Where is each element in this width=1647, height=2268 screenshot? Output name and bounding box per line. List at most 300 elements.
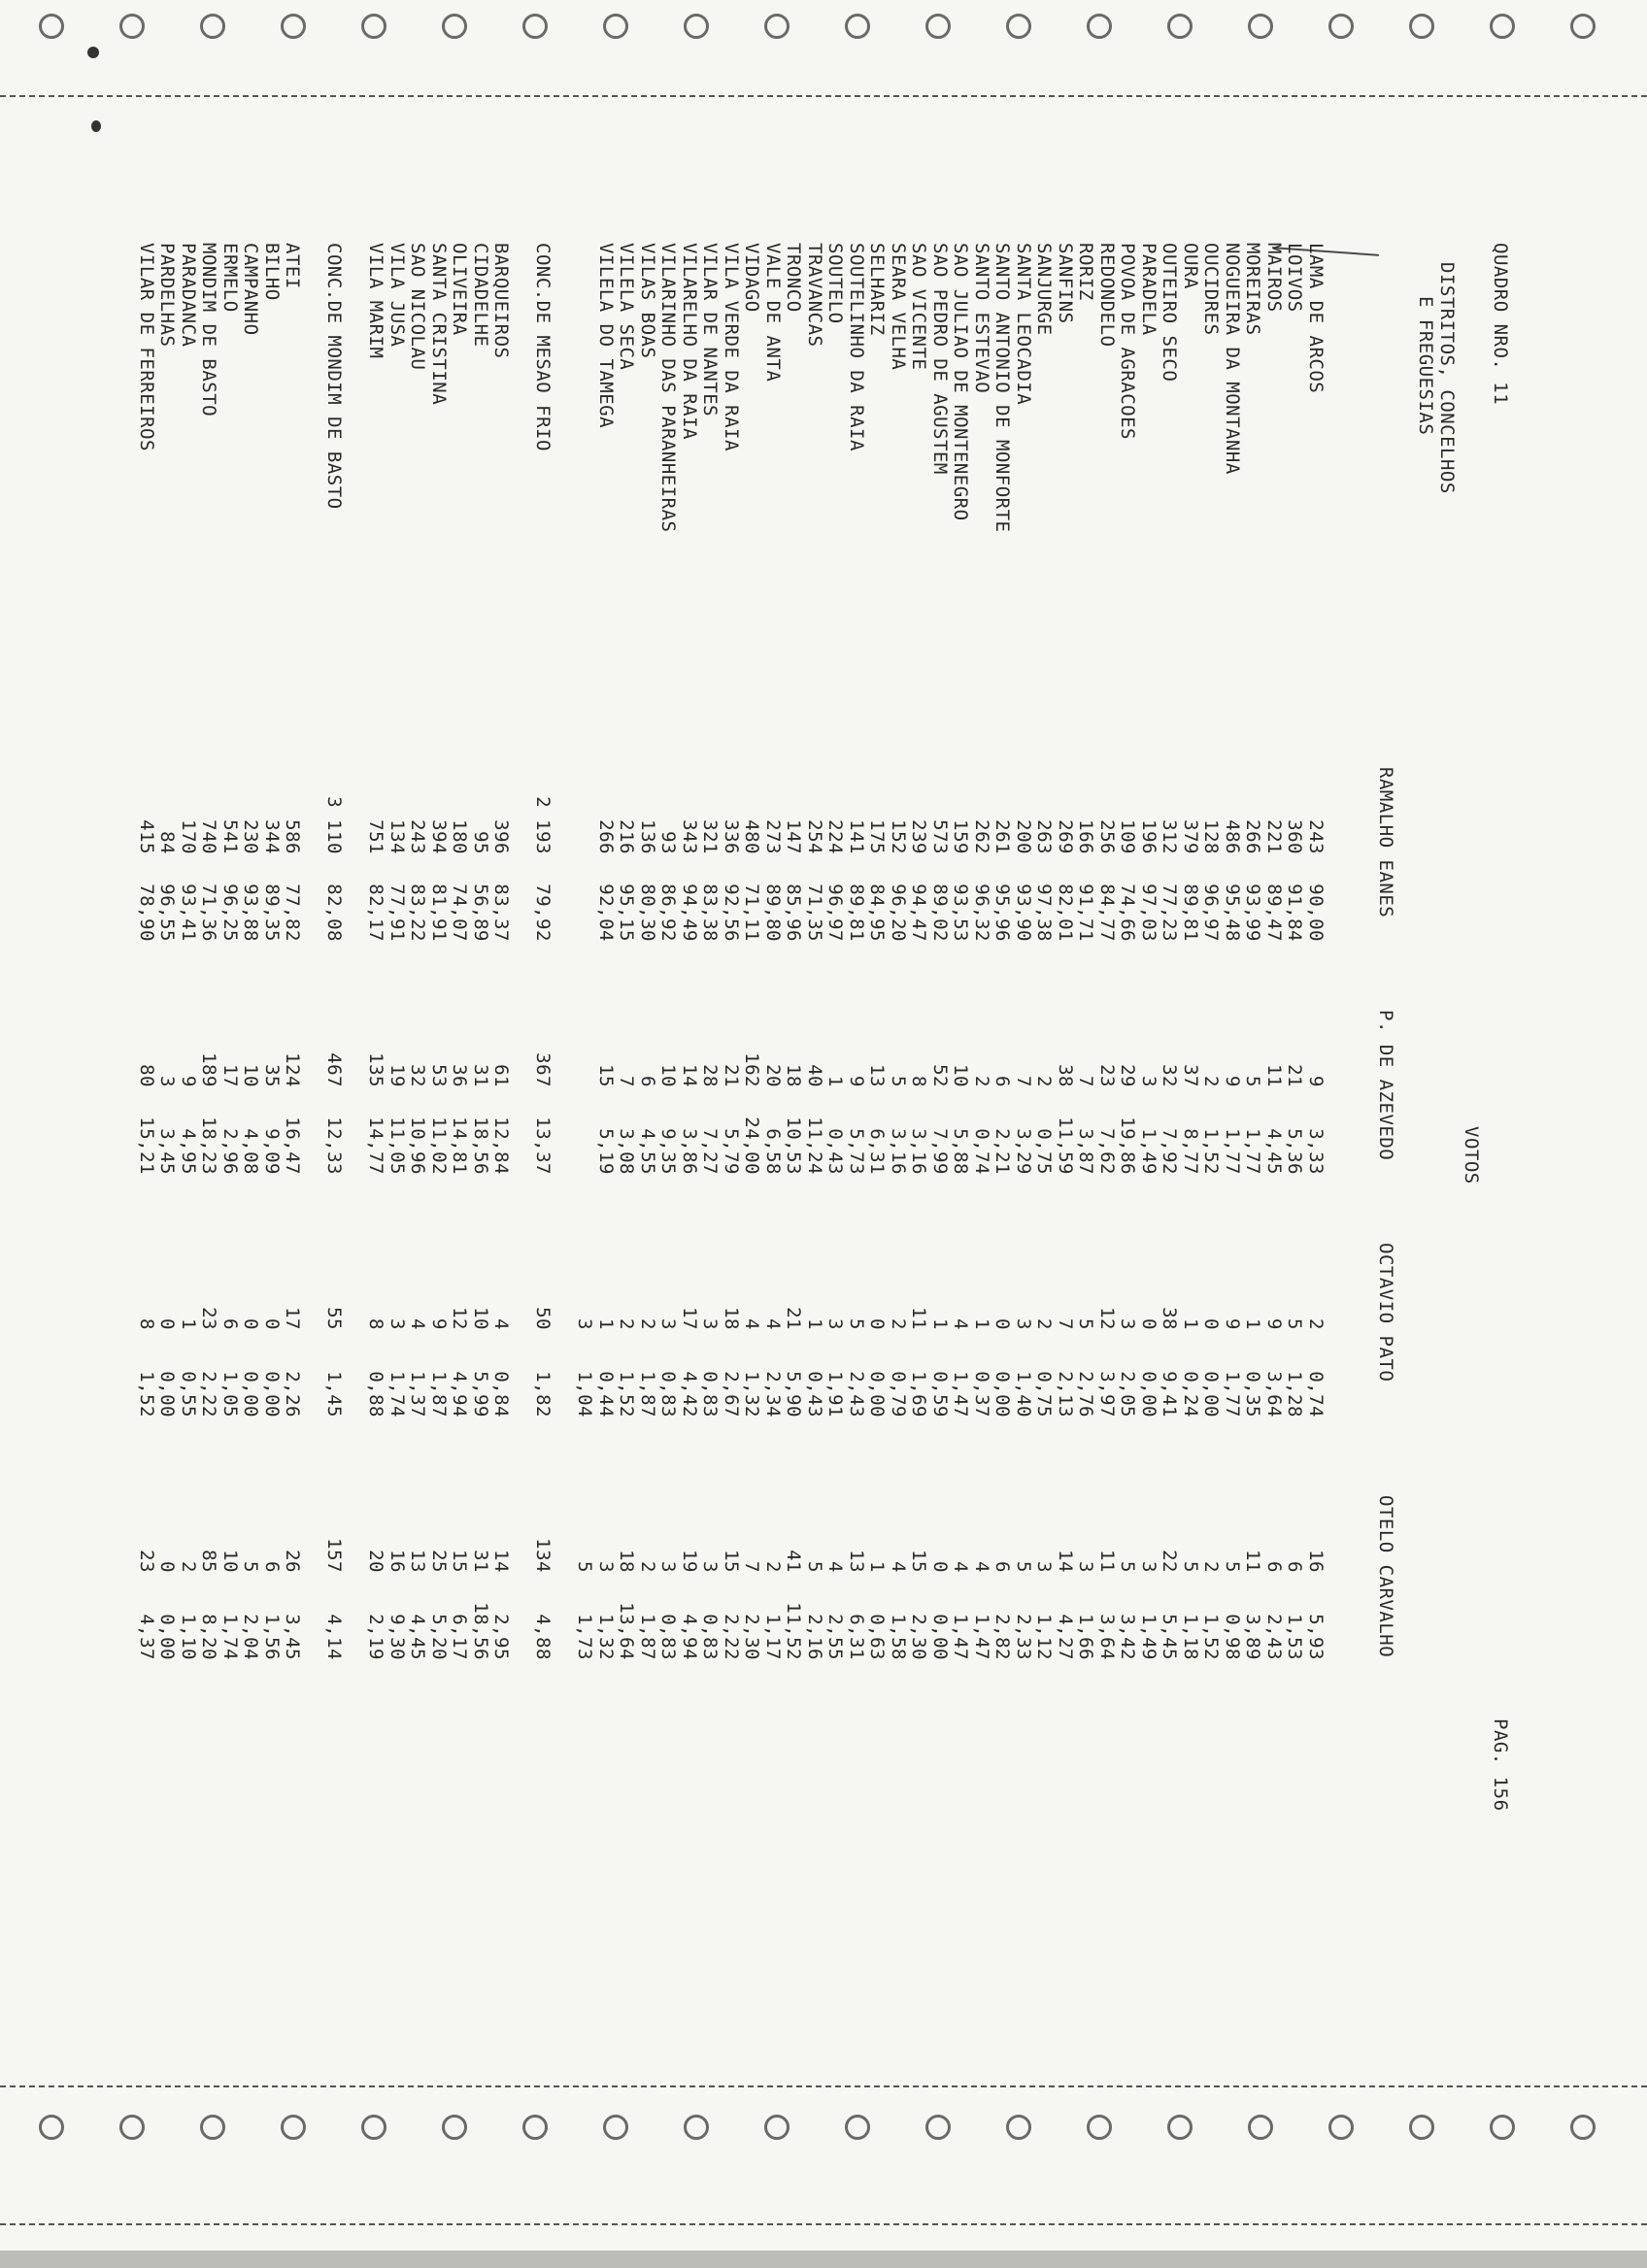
pct-2: 11,59 xyxy=(1055,1117,1076,1175)
pct-1: 83,38 xyxy=(699,884,722,942)
pct-1: 96,20 xyxy=(888,884,909,942)
table-row xyxy=(1200,243,1222,1971)
votes-1: 486 xyxy=(1222,819,1243,854)
pct-3: 1,28 xyxy=(1284,1371,1306,1418)
pct-1: 82,01 xyxy=(1055,884,1076,942)
tractor-hole xyxy=(39,2115,64,2140)
votes-3: 8 xyxy=(365,1318,387,1330)
votes-4: 6 xyxy=(1263,1561,1285,1573)
pct-2: 6,31 xyxy=(866,1128,889,1175)
pct-3: 0,00 xyxy=(240,1371,262,1418)
votes-2: 162 xyxy=(741,1052,763,1087)
pct-4: 1,17 xyxy=(762,1614,784,1660)
table-row xyxy=(971,243,992,1971)
scan-edge xyxy=(0,2251,1647,2268)
parish-name: VILA VERDE DA RAIA xyxy=(721,243,742,451)
pct-4: 3,64 xyxy=(1096,1614,1118,1660)
pct-4: 6,31 xyxy=(846,1614,867,1660)
pct-4: 2,33 xyxy=(1013,1614,1034,1660)
votes-3: 2 xyxy=(888,1318,909,1330)
votes-1: 196 xyxy=(1138,819,1160,854)
pct-2: 3,29 xyxy=(1013,1128,1034,1175)
votes-2: 7 xyxy=(1075,1076,1097,1087)
votes-4: 2 xyxy=(1200,1561,1223,1573)
votes-2: 7 xyxy=(1013,1076,1034,1087)
parish-name: SAO NICOLAU xyxy=(407,243,429,371)
table-row xyxy=(261,243,283,1971)
tractor-hole xyxy=(764,14,790,39)
pct-3: 0,84 xyxy=(490,1371,513,1418)
pct-4: 1,18 xyxy=(1180,1614,1201,1660)
pct-3: 1,32 xyxy=(741,1371,763,1418)
parish-name: OURA xyxy=(1180,243,1201,289)
pct-3: 4,42 xyxy=(679,1371,700,1418)
votes-2: 15 xyxy=(595,1064,617,1087)
votes-1: 134 xyxy=(387,819,408,854)
table-row xyxy=(532,243,554,1971)
votes-2: 61 xyxy=(490,1064,513,1087)
votes-4: 5 xyxy=(804,1561,825,1573)
pct-2: 12,84 xyxy=(490,1117,513,1175)
pct-2: 13,37 xyxy=(532,1117,555,1175)
pct-3: 0,59 xyxy=(929,1371,951,1418)
pct-3: 0,55 xyxy=(178,1371,199,1418)
votes-4: 6 xyxy=(1284,1561,1306,1573)
votes-1: 262 xyxy=(971,819,992,854)
pct-3: 1,04 xyxy=(574,1371,596,1418)
pct-4: 3,42 xyxy=(1117,1614,1139,1660)
votes-2: 13 xyxy=(866,1064,889,1087)
votes-1: 141 xyxy=(846,819,867,854)
votes-1: 159 xyxy=(950,819,972,854)
parish-name: SANTO ANTONIO DE MONFORTE xyxy=(992,243,1014,533)
tractor-hole xyxy=(1087,2115,1112,2140)
pct-4: 0,98 xyxy=(1222,1614,1243,1660)
votes-1: 243 xyxy=(407,819,429,854)
votes-2: 2 xyxy=(1033,1076,1056,1087)
parish-name: MAIROS xyxy=(1263,243,1285,313)
table-row xyxy=(449,243,470,1971)
pct-4: 4,88 xyxy=(532,1614,555,1660)
votes-3: 4 xyxy=(490,1318,513,1330)
votes-1: 128 xyxy=(1200,819,1223,854)
pct-2: 4,95 xyxy=(178,1128,199,1175)
votes-1: 480 xyxy=(741,819,763,854)
parish-name: SANTO ESTEVAO xyxy=(971,243,992,394)
pct-2: 3,87 xyxy=(1075,1128,1097,1175)
pct-4: 11,52 xyxy=(783,1602,805,1660)
table-row xyxy=(824,243,846,1971)
pct-1: 84,95 xyxy=(866,884,889,942)
section-spacer xyxy=(554,243,575,1971)
pct-4: 1,52 xyxy=(1200,1614,1223,1660)
votes-1: 170 xyxy=(178,819,199,854)
votes-4: 0 xyxy=(929,1561,951,1573)
table-row xyxy=(908,243,929,1971)
table-row xyxy=(804,243,825,1971)
tractor-hole xyxy=(281,14,306,39)
pct-1: 77,23 xyxy=(1159,884,1181,942)
parish-name: VILELA SECA xyxy=(616,243,638,371)
pct-1: 82,17 xyxy=(365,884,387,942)
pct-3: 0,00 xyxy=(156,1371,179,1418)
table-header xyxy=(1316,243,1510,1971)
votes-3: 1 xyxy=(178,1318,199,1330)
pct-1: 80,30 xyxy=(637,884,658,942)
table-row xyxy=(950,243,971,1971)
tractor-hole xyxy=(764,2115,790,2140)
votes-2: 367 xyxy=(532,1052,555,1087)
parish-name: TRAVANCAS xyxy=(804,243,825,348)
votes-3: 10 xyxy=(470,1307,491,1330)
parish-name: VILAR DE NANTES xyxy=(699,243,722,417)
votes-2: 21 xyxy=(721,1064,742,1087)
votes-1: 243 xyxy=(1305,819,1327,854)
pct-2: 0,75 xyxy=(1033,1128,1056,1175)
parish-name: SEARA VELHA xyxy=(888,243,909,371)
votes-4: 25 xyxy=(428,1550,450,1573)
pct-4: 1,12 xyxy=(1033,1614,1056,1660)
pct-3: 2,43 xyxy=(846,1371,867,1418)
votes-3: 23 xyxy=(198,1307,220,1330)
pct-2: 10,96 xyxy=(407,1117,429,1175)
votes-4: 4 xyxy=(888,1561,909,1573)
tractor-hole xyxy=(1570,2115,1596,2140)
pct-3: 0,75 xyxy=(1033,1371,1056,1418)
pct-4: 2,22 xyxy=(721,1614,742,1660)
parish-name: SANTA CRISTINA xyxy=(428,243,450,406)
parish-name: VILA JUSA xyxy=(387,243,408,348)
votes-1: 586 xyxy=(282,819,304,854)
votes-2: 8 xyxy=(908,1076,930,1087)
column-heading-line1: DISTRITOS, CONCELHOS xyxy=(1436,262,1458,494)
pct-3: 2,13 xyxy=(1055,1371,1076,1418)
table-row xyxy=(490,243,512,1971)
pct-1: 90,00 xyxy=(1305,884,1327,942)
pct-3: 1,52 xyxy=(616,1371,638,1418)
votes-1: 200 xyxy=(1013,819,1034,854)
votes-4: 7 xyxy=(741,1561,763,1573)
votes-2: 21 xyxy=(1284,1064,1306,1087)
votes-4: 19 xyxy=(679,1550,700,1573)
votes-3: 0 xyxy=(240,1318,262,1330)
votes-3: 1 xyxy=(971,1318,992,1330)
table-row xyxy=(699,243,721,1971)
pct-2: 18,56 xyxy=(470,1117,491,1175)
votes-4: 4 xyxy=(971,1561,992,1573)
votes-4: 13 xyxy=(846,1550,867,1573)
pct-3: 1,77 xyxy=(1222,1371,1243,1418)
parish-name: VILARINHO DAS PARANHEIRAS xyxy=(657,243,680,533)
pct-2: 5,79 xyxy=(721,1128,742,1175)
votes-4: 5 xyxy=(1222,1561,1243,1573)
pct-1: 96,97 xyxy=(824,884,847,942)
pct-1: 77,82 xyxy=(282,884,304,942)
table-row xyxy=(616,243,637,1971)
parish-name: VILA MARIM xyxy=(365,243,387,359)
votes-2: 37 xyxy=(1180,1064,1201,1087)
pct-3: 0,74 xyxy=(1305,1371,1327,1418)
pct-4: 4,94 xyxy=(679,1614,700,1660)
votes-1: 166 xyxy=(1075,819,1097,854)
tractor-hole xyxy=(1248,2115,1273,2140)
votes-3: 18 xyxy=(721,1307,742,1330)
pct-2: 5,36 xyxy=(1284,1128,1306,1175)
parish-name: LAMA DE ARCOS xyxy=(1305,243,1327,394)
tractor-hole xyxy=(603,2115,628,2140)
table-row xyxy=(1055,243,1076,1971)
votes-2: 5 xyxy=(1242,1076,1264,1087)
tractor-hole xyxy=(1167,2115,1193,2140)
votes-4: 134 xyxy=(532,1538,555,1573)
pct-3: 0,00 xyxy=(866,1371,889,1418)
pct-1: 89,81 xyxy=(1180,884,1201,942)
votes-1: 256 xyxy=(1096,819,1118,854)
pct-2: 14,77 xyxy=(365,1117,387,1175)
pct-3: 0,43 xyxy=(804,1371,825,1418)
votes-3: 11 xyxy=(908,1307,930,1330)
table-row xyxy=(846,243,867,1971)
votes-2: 467 xyxy=(323,1052,346,1087)
pct-2: 5,88 xyxy=(950,1128,972,1175)
votes-2: 10 xyxy=(657,1064,680,1087)
parish-name: SOUTELO xyxy=(824,243,847,324)
parish-name: LOIVOS xyxy=(1284,243,1306,313)
votes-2: 2 xyxy=(971,1076,992,1087)
votes-3: 3 xyxy=(387,1318,408,1330)
pct-4: 4,27 xyxy=(1055,1614,1076,1660)
votes-2: 5 xyxy=(888,1076,909,1087)
parish-name: REDONDELO xyxy=(1096,243,1118,348)
votes-4: 5 xyxy=(240,1561,262,1573)
pct-1: 93,99 xyxy=(1242,884,1264,942)
votes-1: 239 xyxy=(908,819,930,854)
table-row xyxy=(1180,243,1201,1971)
parish-name: VILARELHO DA RAIA xyxy=(679,243,700,440)
pct-4: 1,49 xyxy=(1138,1614,1160,1660)
pct-4: 3,45 xyxy=(282,1614,304,1660)
pct-3: 5,99 xyxy=(470,1371,491,1418)
pct-1: 93,53 xyxy=(950,884,972,942)
parish-name: VIDAGO xyxy=(741,243,763,313)
pct-3: 1,45 xyxy=(323,1371,346,1418)
pct-1: 79,92 xyxy=(532,884,555,942)
pct-3: 0,83 xyxy=(657,1371,680,1418)
parish-name: PARDELHAS xyxy=(156,243,179,348)
pct-2: 4,55 xyxy=(637,1128,658,1175)
table-row xyxy=(1222,243,1243,1971)
pct-3: 2,76 xyxy=(1075,1371,1097,1418)
parish-name: SELHARIZ xyxy=(866,243,889,336)
votes-1: 360 xyxy=(1284,819,1306,854)
tractor-hole xyxy=(1248,14,1273,39)
votes-3: 0 xyxy=(1138,1318,1160,1330)
pct-2: 3,86 xyxy=(679,1128,700,1175)
pct-1: 91,84 xyxy=(1284,884,1306,942)
votes-3: 12 xyxy=(1096,1307,1118,1330)
pct-2: 12,33 xyxy=(323,1117,346,1175)
tractor-hole xyxy=(361,14,387,39)
votes-3: 1 xyxy=(929,1318,951,1330)
parish-name: SAO VICENTE xyxy=(908,243,930,371)
pct-1: 96,55 xyxy=(156,884,179,942)
table-row xyxy=(595,243,617,1971)
pct-1: 74,66 xyxy=(1117,884,1139,942)
table-id: QUADRO NRO. 11 xyxy=(1490,243,1511,406)
pct-1: 86,92 xyxy=(657,884,680,942)
pct-2: 9,09 xyxy=(261,1128,283,1175)
votes-1: 396 xyxy=(490,819,513,854)
pct-4: 1,66 xyxy=(1075,1614,1097,1660)
votes-1: 266 xyxy=(1242,819,1264,854)
section-spacer xyxy=(345,243,366,1971)
votes-2: 20 xyxy=(762,1064,784,1087)
parish-name: PARADELA xyxy=(1138,243,1160,336)
candidate-heading-4: OTELO CARVALHO xyxy=(1375,1495,1396,1658)
candidate-heading-1: RAMALHO EANES xyxy=(1375,767,1396,918)
tractor-hole xyxy=(1328,14,1354,39)
table-row xyxy=(574,243,595,1971)
votes-2: 1 xyxy=(824,1076,847,1087)
votes-2: 11 xyxy=(1263,1064,1285,1087)
pct-4: 0,83 xyxy=(699,1614,722,1660)
votes-3: 0 xyxy=(156,1318,179,1330)
votes-1: 312 xyxy=(1159,819,1181,854)
pct-3: 1,74 xyxy=(387,1371,408,1418)
dot-mark xyxy=(87,47,99,58)
parish-name: OLIVEIRA xyxy=(449,243,471,336)
table-row xyxy=(866,243,888,1971)
votes-3: 4 xyxy=(741,1318,763,1330)
votes-3: 12 xyxy=(449,1307,471,1330)
votes-3: 0 xyxy=(261,1318,283,1330)
table-row xyxy=(1075,243,1096,1971)
votes-2: 3 xyxy=(156,1076,179,1087)
votes-3: 1 xyxy=(804,1318,825,1330)
parish-name: BARQUEIROS xyxy=(490,243,513,359)
table-row xyxy=(1033,243,1055,1971)
pct-2: 9,35 xyxy=(657,1128,680,1175)
votes-2: 189 xyxy=(198,1052,220,1087)
perforation-line-top xyxy=(0,95,1647,97)
votes-1: 2 193 xyxy=(532,796,555,854)
table-row xyxy=(1242,243,1263,1971)
pct-3: 1,87 xyxy=(637,1371,658,1418)
votes-4: 16 xyxy=(1305,1550,1327,1573)
pct-3: 0,00 xyxy=(1200,1371,1223,1418)
votes-4: 3 xyxy=(1033,1561,1056,1573)
votes-1: 230 xyxy=(240,819,262,854)
candidate-heading-2: P. DE AZEVEDO xyxy=(1375,1010,1396,1161)
pct-2: 5,19 xyxy=(595,1128,617,1175)
pct-2: 7,62 xyxy=(1096,1128,1118,1175)
pct-2: 2,21 xyxy=(992,1128,1014,1175)
table-row xyxy=(178,243,199,1971)
pct-4: 4,14 xyxy=(323,1614,346,1660)
votes-2: 17 xyxy=(219,1064,241,1087)
pct-1: 84,77 xyxy=(1096,884,1118,942)
parish-name: OUTEIRO SECO xyxy=(1159,243,1181,383)
section-spacer xyxy=(512,243,533,1971)
votes-4: 16 xyxy=(387,1550,408,1573)
perforation-line-bottom-2 xyxy=(0,2223,1647,2225)
votes-3: 55 xyxy=(323,1307,346,1330)
pct-1: 71,11 xyxy=(741,884,763,942)
votes-2: 9 xyxy=(846,1076,867,1087)
votes-4: 4 xyxy=(950,1561,972,1573)
parish-name: TRONCO xyxy=(783,243,805,313)
pct-2: 11,05 xyxy=(387,1117,408,1175)
pct-2: 11,02 xyxy=(428,1117,450,1175)
votes-4: 20 xyxy=(365,1550,387,1573)
votes-2: 9 xyxy=(178,1076,199,1087)
tractor-hole xyxy=(200,2115,225,2140)
pct-1: 71,36 xyxy=(198,884,220,942)
pct-4: 1,58 xyxy=(888,1614,909,1660)
votes-2: 6 xyxy=(637,1076,658,1087)
pct-1: 77,91 xyxy=(387,884,408,942)
pct-2: 2,96 xyxy=(219,1128,241,1175)
pct-3: 1,47 xyxy=(950,1371,972,1418)
column-heading-line2: E FREGUESIAS xyxy=(1415,296,1436,436)
pct-4: 5,93 xyxy=(1305,1614,1327,1660)
votes-3: 3 xyxy=(1117,1318,1139,1330)
tractor-hole xyxy=(522,14,548,39)
pct-3: 1,52 xyxy=(136,1371,157,1418)
table-row xyxy=(428,243,450,1971)
votes-2: 18 xyxy=(783,1064,805,1087)
votes-4: 5 xyxy=(574,1561,596,1573)
pct-3: 1,05 xyxy=(219,1371,241,1418)
pct-4: 9,30 xyxy=(387,1614,408,1660)
votes-3: 3 xyxy=(1013,1318,1034,1330)
tractor-hole xyxy=(361,2115,387,2140)
pct-3: 1,69 xyxy=(908,1371,930,1418)
pct-1: 89,35 xyxy=(261,884,283,942)
pct-3: 0,83 xyxy=(699,1371,722,1418)
tractor-hole xyxy=(1006,2115,1031,2140)
table-row xyxy=(992,243,1013,1971)
pct-3: 2,22 xyxy=(198,1371,220,1418)
votes-1: 147 xyxy=(783,819,805,854)
pct-2: 14,81 xyxy=(449,1117,471,1175)
pct-2: 15,21 xyxy=(136,1117,157,1175)
votes-2: 36 xyxy=(449,1064,471,1087)
votes-2: 31 xyxy=(470,1064,491,1087)
pct-2: 6,58 xyxy=(762,1128,784,1175)
table-row xyxy=(1159,243,1180,1971)
tractor-hole xyxy=(119,14,145,39)
tractor-hole xyxy=(1087,14,1112,39)
votes-3: 0 xyxy=(1200,1318,1223,1330)
table-row xyxy=(136,243,157,1971)
votes-3: 1 xyxy=(1242,1318,1264,1330)
votes-3: 6 xyxy=(219,1318,241,1330)
votes-2: 53 xyxy=(428,1064,450,1087)
pct-1: 89,02 xyxy=(929,884,951,942)
votes-3: 2 xyxy=(616,1318,638,1330)
pct-1: 95,96 xyxy=(992,884,1014,942)
votes-3: 3 xyxy=(699,1318,722,1330)
votes-4: 3 xyxy=(1138,1561,1160,1573)
votes-4: 157 xyxy=(323,1538,346,1573)
votes-2: 28 xyxy=(699,1064,722,1087)
votes-4: 11 xyxy=(1242,1550,1264,1573)
pct-4: 1,47 xyxy=(971,1614,992,1660)
votes-3: 5 xyxy=(1075,1318,1097,1330)
parish-name: SANTA LEOCADIA xyxy=(1013,243,1034,406)
votes-3: 4 xyxy=(407,1318,429,1330)
